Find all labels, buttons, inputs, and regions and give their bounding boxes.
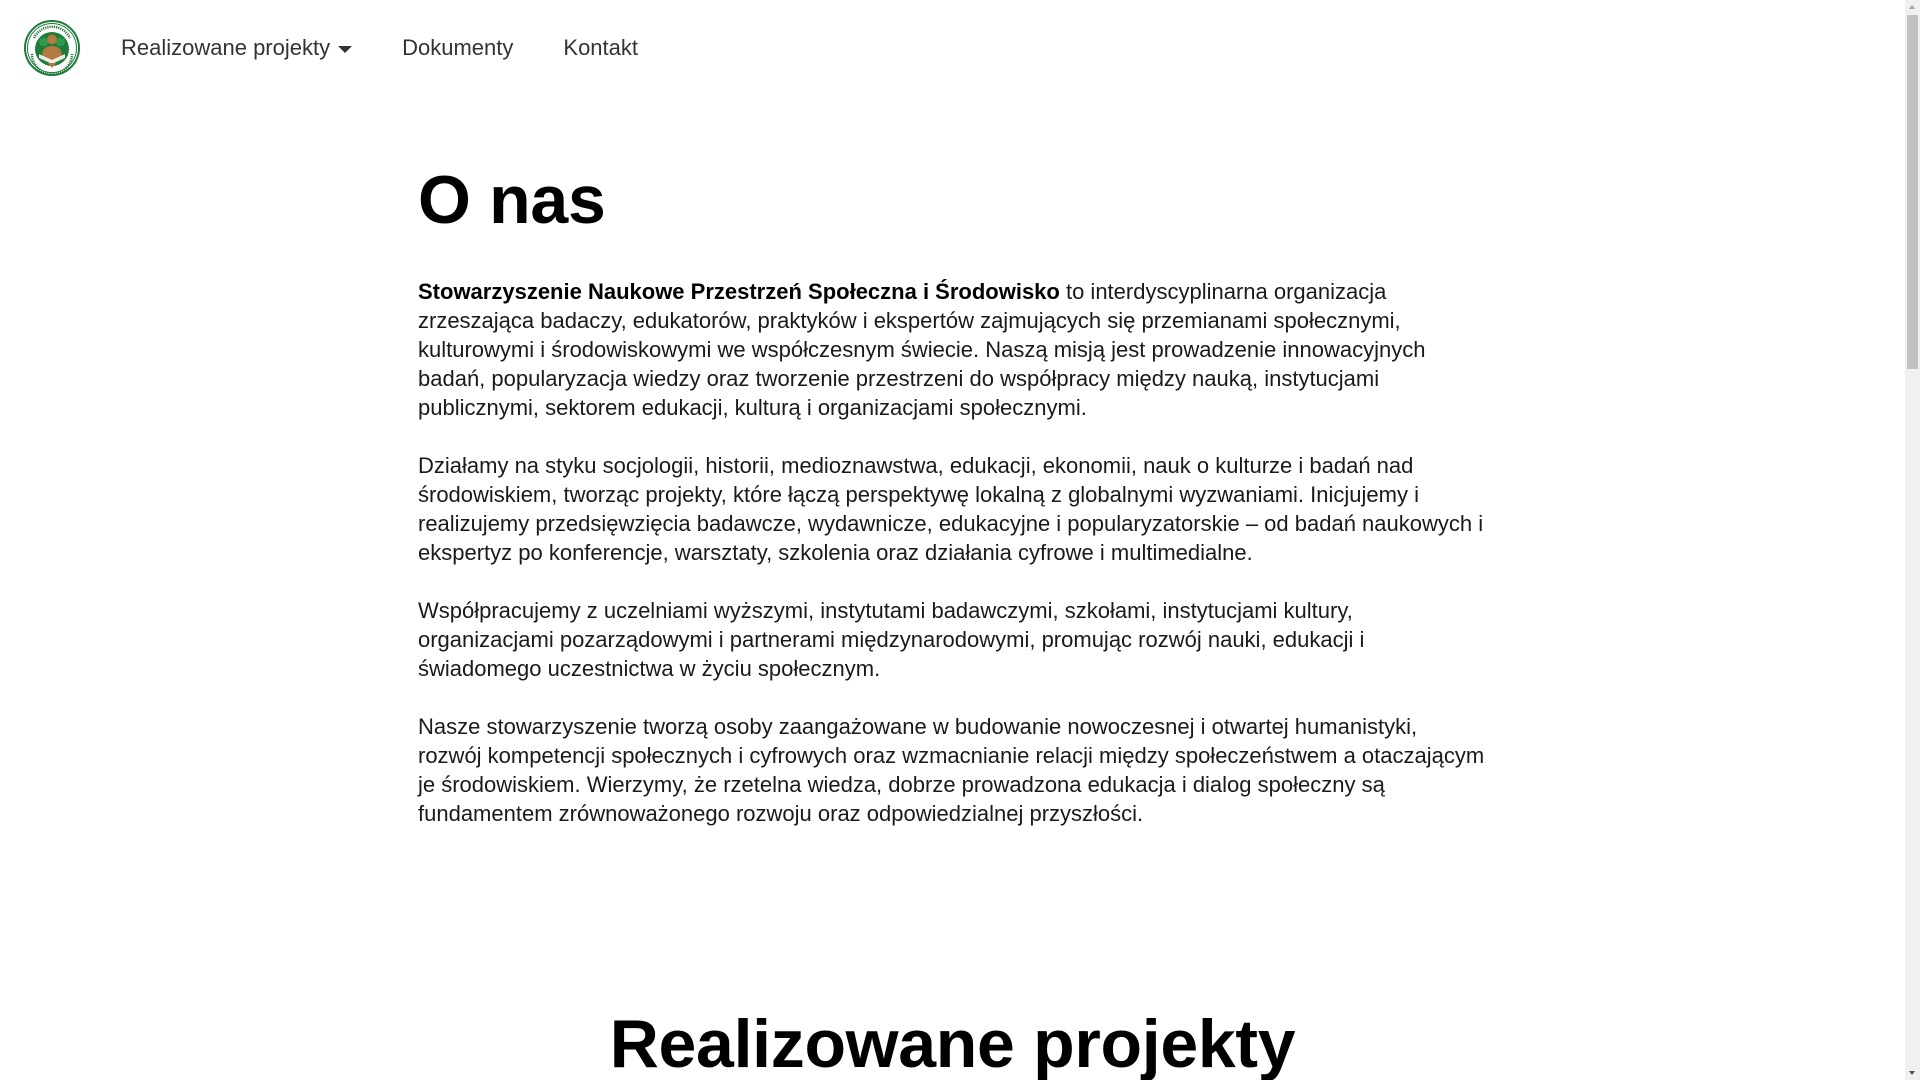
- caret-down-icon: [338, 46, 352, 53]
- scroll-up-arrow-icon[interactable]: [1909, 5, 1915, 9]
- about-paragraph: Nasze stowarzyszenie tworzą osoby zaangażowane w budowanie nowoczesnej i otwartej humanistyki, rozwój kompetencji społecznych i cyfrowych oraz wzmacnianie relacji między społeczeństwem a otaczającym je środowiskiem. Wierzymy, że rzetelna wiedza, dobrze prowadzona edukacja i dialog społeczny są fundamentem zrównoważonego rozwoju oraz odpowiedzialnej przyszłości.: [418, 714, 1485, 826]
- scrollbar-thumb[interactable]: [1907, 15, 1918, 369]
- nav-item-label: Kontakt: [563, 35, 638, 60]
- about-paragraph: [418, 277, 1486, 422]
- paragraph-text: to interdyscyplinarna organizacja zrzeszająca badaczy, edukatorów, praktyków i ekspertów zajmujących się przemianami społecznymi, kulturowymi i środowiskowymi we współczesnym świecie. Naszą misją jest prowadzenie innowacyjnych badań, popularyzacja wiedzy oraz tworzenie przestrzeni do współpracy między nauką, instytucjami publicznymi, sektorem edukacji, kulturą i organizacjami społecznymi.: [418, 279, 1426, 420]
- logo-link[interactable]: [24, 20, 80, 76]
- about-paragraph: Współpracujemy z uczelniami wyższymi, instytutami badawczymi, szkołami, instytucjami kultury, organizacjami pozarządowymi i partnerami międzynarodowymi, promując rozwój nauki, edukacji i świadomego uczestnictwa w życiu społecznym.: [418, 598, 1365, 681]
- nav-item-label: Dokumenty: [402, 35, 514, 60]
- main-nav: [121, 34, 638, 62]
- navbar: [0, 0, 1905, 96]
- about-section: [418, 160, 1486, 857]
- association-logo-icon: [24, 20, 80, 76]
- scroll-down-arrow-icon[interactable]: [1909, 1071, 1915, 1075]
- nav-item-realizowane-projekty[interactable]: [121, 35, 352, 61]
- nav-item-kontakt[interactable]: [563, 35, 638, 61]
- organization-name: Stowarzyszenie Naukowe Przestrzeń Społeczna i Środowisko: [418, 279, 1060, 304]
- vertical-scrollbar[interactable]: [1905, 0, 1920, 1080]
- projects-section-title: Realizowane projekty: [609, 1006, 1296, 1080]
- nav-item-dokumenty[interactable]: [402, 35, 513, 61]
- about-paragraph: Działamy na styku socjologii, historii, medioznawstwa, edukacji, ekonomii, nauk o kulturze i badań nad środowiskiem, tworząc projekty, które łączą perspektywę lokalną z globalnymi wyzwaniami. Inicjujemy i realizujemy przedsięwzięcia badawcze, wydawnicze, edukacyjne i popularyzatorskie – od badań naukowych i ekspertyz po konferencje, warsztaty, szkolenia oraz działania cyfrowe i multimedialne.: [418, 453, 1484, 565]
- nav-item-label: Realizowane projekty: [121, 35, 331, 60]
- about-title: O nas: [418, 162, 606, 238]
